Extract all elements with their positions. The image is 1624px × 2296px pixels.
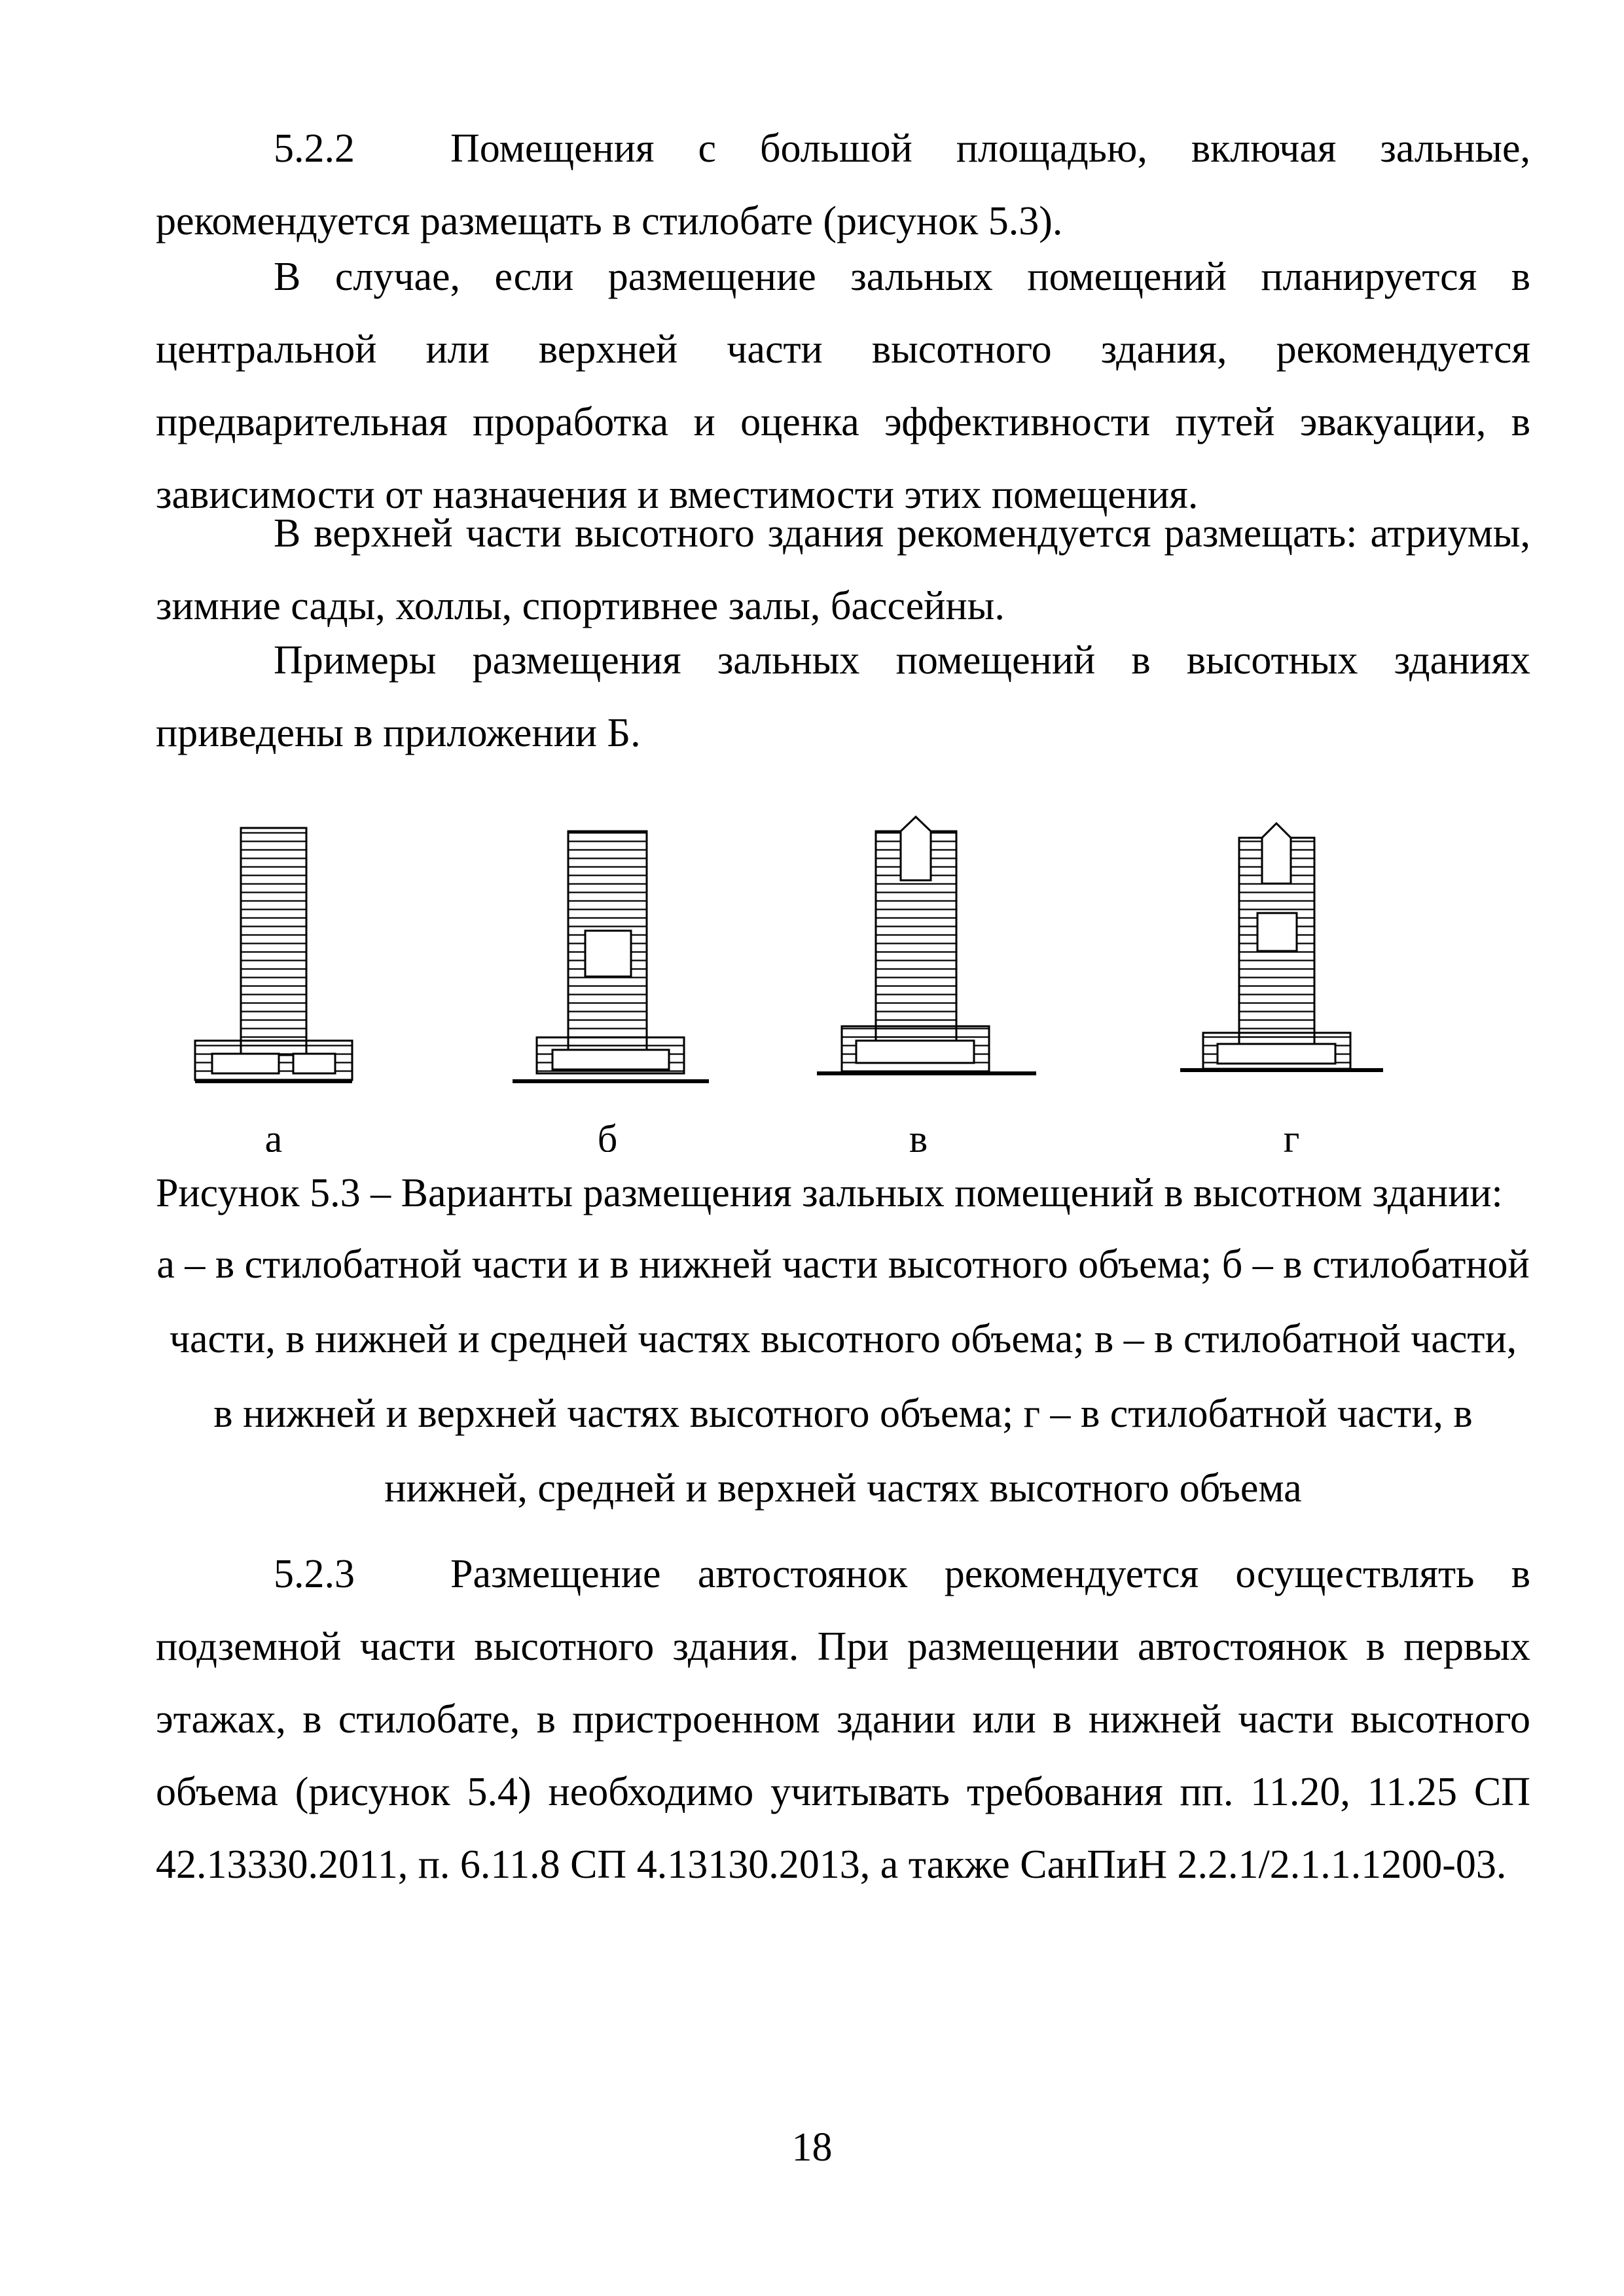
building-diagrams xyxy=(156,812,1530,1152)
paragraph-text: Примеры размещения зальных помещений в высотных зданиях приведены в приложении Б. xyxy=(156,638,1530,755)
stylobate-hall xyxy=(1218,1044,1335,1064)
paragraph-text: Размещение автостоянок рекомендуется осуществлять в подземной части высотного здания. При размещении автостоянок в первых этажах, в стилобате, в пристроенном здании или в нижней части высотного объема (рисунок 5.4) необходимо учитывать требования пп. 11.20, 11.25 СП 42.13330.2011, п. 6.11.8 СП 4.13130.2013, а также СанПиН 2.2.1/2.1.1.1200-03. xyxy=(156,1552,1530,1887)
stylobate-hall xyxy=(856,1041,974,1063)
variant-label-b: б xyxy=(597,1117,618,1152)
paragraph-upper-part xyxy=(156,497,1530,643)
paragraph-5-2-2 xyxy=(156,113,1530,258)
paragraph-text: В случае, если размещение зальных помещений планируется в центральной или верхней части высотного здания, рекомендуется предварительная проработка и оценка эффективности путей эвакуации, в зависимости от назначения и вместимости этих помещения. xyxy=(156,255,1530,517)
upper-hall xyxy=(901,817,931,880)
page-number: 18 xyxy=(791,2125,833,2170)
paragraph-text: Помещения с большой площадью, включая зальные, рекомендуется размещать в стилобате (рисунок 5.3). xyxy=(156,126,1530,243)
stylobate-hall xyxy=(552,1050,669,1069)
clause-number: 5.2.2 xyxy=(274,126,355,171)
stylobate-hall xyxy=(212,1054,279,1073)
paragraph-central-halls xyxy=(156,241,1530,531)
variant-label-v: в xyxy=(909,1117,928,1152)
paragraph-5-2-3 xyxy=(156,1538,1530,1901)
upper-hall xyxy=(1262,823,1291,884)
clause-number: 5.2.3 xyxy=(274,1552,355,1596)
figure-title: Рисунок 5.3 – Варианты размещения зальных помещений в высотном здании: xyxy=(156,1171,1503,1215)
building-variant-v xyxy=(817,817,1036,1152)
figure-caption: а – в стилобатной части и в нижней части высотного объема; б – в стилобатной части, в нижней и средней частях высотного объема; в – в стилобатной части, в нижней и верхней частях высотного объема; г – в стилобатной части, в нижней, средней и верхней частях высотного объема xyxy=(156,1242,1530,1511)
middle-hall xyxy=(585,931,631,977)
building-variant-b xyxy=(513,831,709,1152)
building-variant-g xyxy=(1180,823,1383,1152)
lower-hall xyxy=(293,1054,335,1073)
building-variant-a xyxy=(195,828,352,1152)
paragraph-text: В верхней части высотного здания рекомендуется размещать: атриумы, зимние сады, холлы, спортивнее залы, бассейны. xyxy=(156,511,1530,628)
paragraph-examples xyxy=(156,624,1530,770)
figure-5-3 xyxy=(156,812,1530,1152)
variant-label-g: г xyxy=(1283,1117,1300,1152)
middle-hall xyxy=(1257,913,1297,951)
variant-label-a: а xyxy=(264,1117,283,1152)
